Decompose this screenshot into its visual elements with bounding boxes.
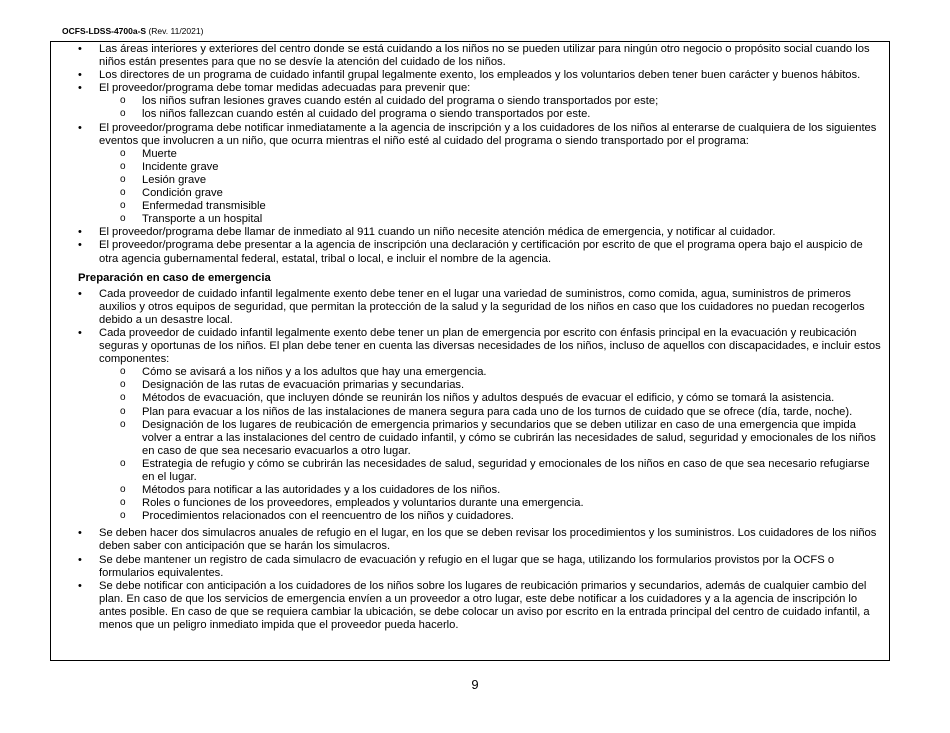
page-number: 9 xyxy=(471,677,479,692)
sub-list-item: o Designación de las rutas de evacuación primarias y secundarias. xyxy=(50,379,890,392)
list-item: • Se debe mantener un registro de cada simulacro de evacuación y refugio en el lugar que se haga, utilizando los formularios provistos por la OCFS o formularios equivalentes. xyxy=(50,554,890,580)
list-item: • Cada proveedor de cuidado infantil legalmente exento debe tener en el lugar una variedad de suministros, como comida, agua, suministros de primeros auxilios y otros equipos de seguridad, que permitan la protección de la salud y la seguridad de los niños en caso que los cuidadores no puedan recogerlos debido a un desastre local. xyxy=(50,288,890,327)
list-item: • El proveedor/programa debe presentar a la agencia de inscripción una declaración y certificación por escrito de que el programa opera bajo el auspicio de otra agencia gubernamental federal, estatal, tribal o local, e incluir el nombre de la agencia. xyxy=(50,239,890,265)
sub-list-item: o Estrategia de refugio y cómo se cubrirán las necesidades de salud, seguridad y emocionales de los niños en caso de que sea necesario refugiarse en el lugar. xyxy=(50,458,890,484)
sub-list-item: o los niños sufran lesiones graves cuando estén al cuidado del programa o siendo transportados por este; xyxy=(50,95,890,108)
sub-list-item: o los niños fallezcan cuando estén al cuidado del programa o siendo transportados por este. xyxy=(50,108,890,121)
sub-list-item: o Métodos de evacuación, que incluyen dónde se reunirán los niños y adultos después de evacuar el edificio, y cómo se tomará la asistencia. xyxy=(50,392,890,405)
list-item: • El proveedor/programa debe notificar inmediatamente a la agencia de inscripción y a los cuidadores de los niños al enterarse de cualquiera de los siguientes eventos que involucren a un niño, que ocurra mientras el niño esté al cuidado del programa o siendo transportado por el programa: xyxy=(50,122,890,148)
list-item: • Los directores de un programa de cuidado infantil grupal legalmente exento, los empleados y los voluntarios deben tener buen carácter y buenos hábitos. xyxy=(50,69,890,82)
emergency-list xyxy=(50,288,890,632)
sub-list-item: o Incidente grave xyxy=(50,161,890,174)
list-item: • Cada proveedor de cuidado infantil legalmente exento debe tener un plan de emergencia por escrito con énfasis principal en la evacuación y reubicación seguras y oportunas de los niños. El plan debe tener en cuenta las diversas necesidades de los niños, incluso de aquellos con discapacidades, e incluir estos componentes: xyxy=(50,327,890,366)
list-item: • El proveedor/programa debe llamar de inmediato al 911 cuando un niño necesite atención médica de emergencia, y notificar al cuidador. xyxy=(50,226,890,239)
sub-list-item: o Enfermedad transmisible xyxy=(50,200,890,213)
sub-list-item: o Cómo se avisará a los niños y a los adultos que hay una emergencia. xyxy=(50,366,890,379)
document-body xyxy=(50,43,890,632)
sub-list-item: o Lesión grave xyxy=(50,174,890,187)
requirements-list xyxy=(50,43,890,266)
sub-list-item: o Designación de los lugares de reubicación de emergencia primarios y secundarios que se deben utilizar en caso de una emergencia que impida volver a entrar a las instalaciones del centro de cuidado infantil, y cómo se cubrirán las necesidades de salud, seguridad y emocionales de los niños en caso de que sea necesario evacuarlos a otro lugar. xyxy=(50,419,890,458)
sub-list-item: o Muerte xyxy=(50,148,890,161)
sub-list-item: o Métodos para notificar a las autoridades y a los cuidadores de los niños. xyxy=(50,484,890,497)
list-item: • El proveedor/programa debe tomar medidas adecuadas para prevenir que: xyxy=(50,82,890,95)
sub-list-item: o Roles o funciones de los proveedores, empleados y voluntarios durante una emergencia. xyxy=(50,497,890,510)
list-item: • Se deben hacer dos simulacros anuales de refugio en el lugar, en los que se deben revisar los procedimientos y los suministros. Los cuidadores de los niños deben saber con anticipación que se harán los simulacros. xyxy=(50,527,890,553)
form-identifier xyxy=(62,26,203,36)
form-code: OCFS-LDSS-4700a-S xyxy=(62,26,147,36)
form-revision: (Rev. 11/2021) xyxy=(146,26,204,36)
sub-list-item: o Condición grave xyxy=(50,187,890,200)
list-item: • Se debe notificar con anticipación a los cuidadores de los niños sobre los lugares de reubicación primarios y secundarios, además de cualquier cambio del plan. En caso de que los servicios de emergencia envíen a un proveedor a otro lugar, este debe notificar a los cuidadores y a la agencia de inscripción lo antes posible. En caso de que se requiera cambiar la ubicación, se debe colocar un aviso por escrito en la entrada principal del centro de cuidado infantil, a menos que un peligro inmediato impida que el proveedor pueda hacerlo. xyxy=(50,580,890,632)
sub-list-item: o Plan para evacuar a los niños de las instalaciones de manera segura para cada uno de los turnos de cuidado que se ofrece (día, tarde, noche). xyxy=(50,406,890,419)
list-item: • Las áreas interiores y exteriores del centro donde se está cuidando a los niños no se pueden utilizar para ningún otro negocio o propósito social cuando los niños están presentes para que no se desvíe la atención del cuidado de los niños. xyxy=(50,43,890,69)
sub-list-item: o Procedimientos relacionados con el reencuentro de los niños y cuidadores. xyxy=(50,510,890,523)
sub-list-item: o Transporte a un hospital xyxy=(50,213,890,226)
section-heading: Preparación en caso de emergencia xyxy=(78,271,271,284)
